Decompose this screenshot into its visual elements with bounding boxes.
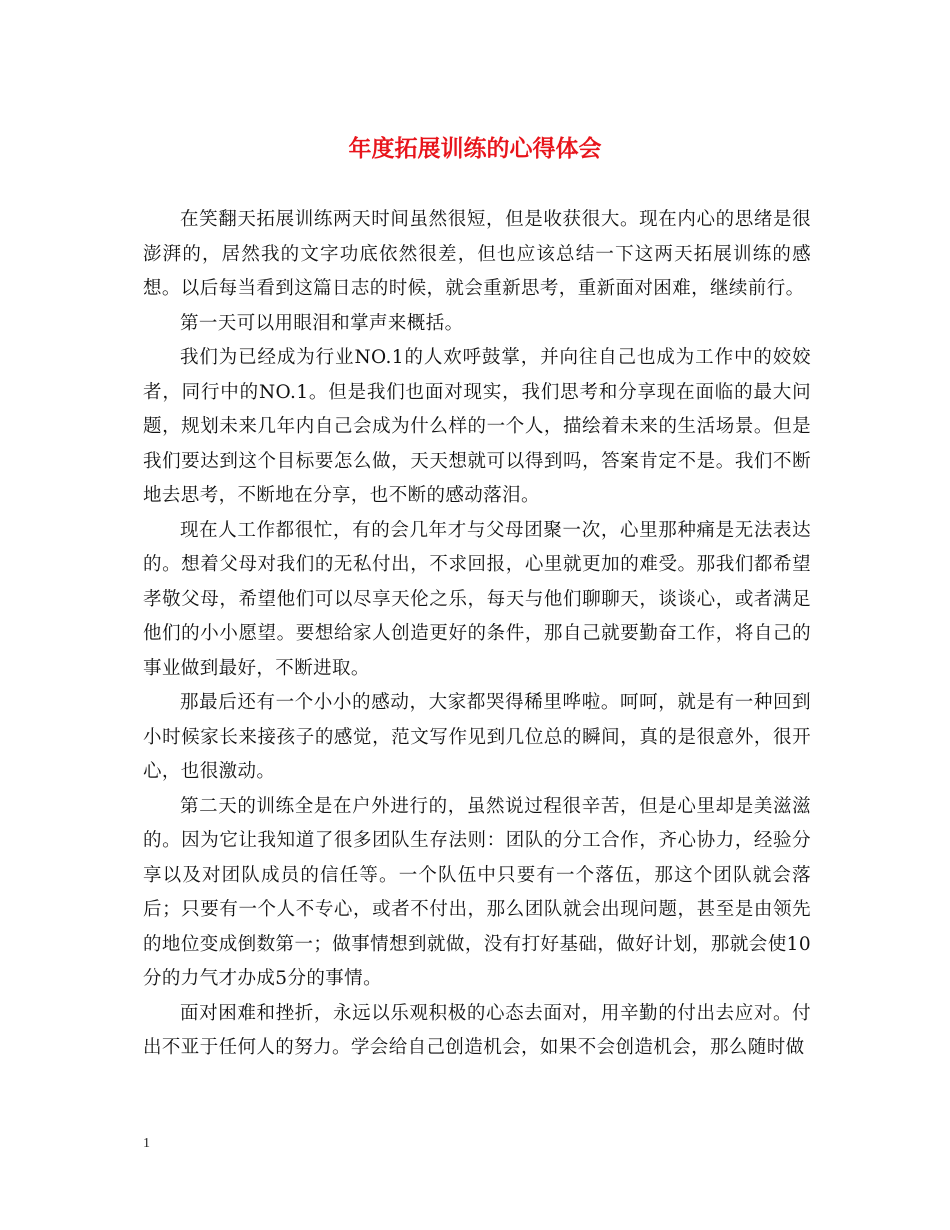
paragraph-6: 第二天的训练全是在户外进行的，虽然说过程很辛苦，但是心里却是美滋滋的。因为它让我知道了很多团队生存法则：团队的分工合作，齐心协力，经验分享以及对团队成员的信任等。一个队伍中只要有一个落伍，那这个团队就会落后；只要有一个人不专心，或者不付出，那么团队就会出现问题，甚至是由领先的地位变成倒数第一；做事情想到就做，没有打好基础，做好计划，那就会使10分的力气才办成5分的事情。 xyxy=(143,795,811,989)
page-number: 1 xyxy=(143,1136,150,1151)
paragraph-2: 第一天可以用眼泪和掌声来概括。 xyxy=(180,312,464,334)
paragraph-5: 那最后还有一个小小的感动，大家都哭得稀里哗啦。呵呵，就是有一种回到小时候家长来接孩子的感觉，范文写作见到几位总的瞬间，真的是很意外，很开心，也很激动。 xyxy=(143,692,811,782)
paragraph-3: 我们为已经成为行业NO.1的人欢呼鼓掌，并向往自己也成为工作中的姣姣者，同行中的NO.1。但是我们也面对现实，我们思考和分享现在面临的最大问题，规划未来几年内自己会成为什么样的一个人，描绘着未来的生活场景。但是我们要达到这个目标要怎么做，天天想就可以得到吗，答案肯定不是。我们不断地去思考，不断地在分享，也不断的感动落泪。 xyxy=(143,347,811,506)
document-title: 年度拓展训练的心得体会 xyxy=(348,136,602,162)
paragraph-4: 现在人工作都很忙，有的会几年才与父母团聚一次，心里那种痛是无法表达的。想着父母对我们的无私付出，不求回报，心里就更加的难受。那我们都希望孝敬父母，希望他们可以尽享天伦之乐，每天与他们聊聊天，谈谈心，或者满足他们的小小愿望。要想给家人创造更好的条件，那自己就要勤奋工作，将自己的事业做到最好，不断进取。 xyxy=(143,519,811,679)
paragraph-1: 在笑翻天拓展训练两天时间虽然很短，但是收获很大。现在内心的思绪是很澎湃的，居然我的文字功底依然很差，但也应该总结一下这两天拓展训练的感想。以后每当看到这篇日志的时候，就会重新思考，重新面对困难，继续前行。 xyxy=(143,209,811,299)
document-body xyxy=(143,203,811,1066)
paragraph-7: 面对困难和挫折，永远以乐观积极的心态去面对，用辛勤的付出去应对。付出不亚于任何人的努力。学会给自己创造机会，如果不会创造机会，那么随时做 xyxy=(143,1002,811,1058)
